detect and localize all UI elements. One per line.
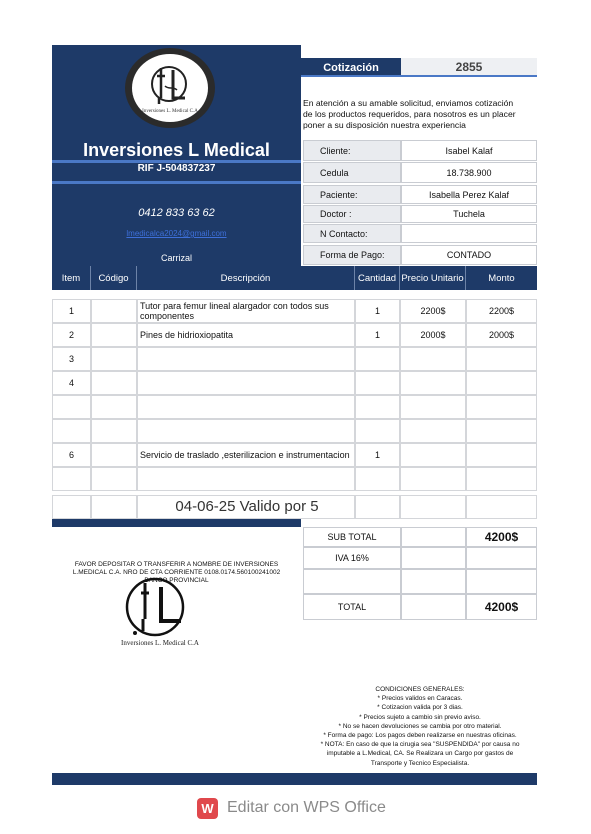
col-header-descripcion: Descripción: [137, 266, 355, 290]
table-row: [52, 347, 537, 371]
cell-monto: [466, 347, 537, 371]
cell-monto: 2000$: [466, 323, 537, 347]
col-header-item: Item: [52, 266, 91, 290]
wps-edit-button[interactable]: [197, 795, 407, 821]
cell-precio: [400, 495, 466, 519]
cell-precio: [400, 467, 466, 491]
cell-cantidad: [355, 347, 400, 371]
company-logo: [123, 46, 217, 130]
cell-descripcion: [137, 419, 355, 443]
table-row: [52, 323, 537, 347]
cell-codigo: [91, 371, 137, 395]
iva-value: [466, 547, 537, 569]
table-row: [52, 443, 537, 467]
totals-empty-row: [401, 569, 466, 594]
cell-cantidad: [355, 495, 400, 519]
contacto-value: [401, 224, 537, 243]
cell-descripcion: [137, 347, 355, 371]
totals-empty-row: [466, 569, 537, 594]
table-row: [52, 395, 537, 419]
company-email[interactable]: lmedicalca2024@gmail.com: [126, 229, 227, 238]
company-phone: 0412 833 63 62: [138, 207, 215, 219]
cell-descripcion: [137, 467, 355, 491]
cell-monto: [466, 371, 537, 395]
wps-label: Editar con WPS Office: [227, 799, 386, 816]
cell-item: 6: [52, 443, 91, 467]
wps-logo-icon: W: [197, 798, 218, 819]
condition-line: * Forma de pago: Los pagos deben realizarse en nuestras oficinas.: [323, 732, 517, 740]
cell-descripcion: Tutor para femur lineal alargador con todos sus componentes: [137, 299, 355, 323]
cliente-value: Isabel Kalaf: [401, 140, 537, 161]
condition-line: * NOTA: En caso de que la cirugia sea "SUSPENDIDA" por causa no: [320, 741, 520, 749]
cell-precio: [400, 371, 466, 395]
header-accent-line-2: [52, 181, 301, 184]
totals-empty-row: [303, 569, 401, 594]
condition-line: Transporte y Tecnico Especialista.: [370, 759, 470, 767]
cell-item: 3: [52, 347, 91, 371]
table-row: [52, 495, 537, 519]
cell-descripcion: [137, 371, 355, 395]
cell-cantidad: 1: [355, 299, 400, 323]
condition-line: CONDICIONES GENERALES:: [375, 686, 465, 693]
subtotal-spacer: [401, 527, 466, 547]
table-row: [52, 299, 537, 323]
cell-precio: [400, 347, 466, 371]
total-label: TOTAL: [303, 594, 401, 620]
table-footer-bar: [52, 519, 301, 527]
total-value: 4200$: [466, 594, 537, 620]
cell-descripcion: 04-06-25 Valido por 5: [137, 495, 355, 519]
col-header-codigo: Código: [91, 266, 137, 290]
intro-line: En atención a su amable solicitud, enviamos cotización: [303, 98, 514, 108]
logo-bottom-caption: Inversiones L. Medical C.A: [121, 639, 199, 647]
general-conditions: [303, 685, 537, 768]
cell-cantidad: [355, 467, 400, 491]
condition-line: * Precios validos en Caracas.: [377, 695, 463, 703]
company-rif: RIF J-504837237: [137, 163, 216, 174]
cell-codigo: [91, 495, 137, 519]
cell-descripcion: Servicio de traslado ,esterilizacion e instrumentacion: [137, 443, 355, 467]
payment-note-line: L.MEDICAL C.A. NRO DE CTA CORRIENTE 0108.0174.560100241002: [72, 569, 281, 576]
condition-line: * Precios sujeto a cambio sin previo aviso.: [359, 713, 481, 721]
cell-cantidad: 1: [355, 443, 400, 467]
subtotal-label: SUB TOTAL: [303, 527, 401, 547]
table-row: [52, 467, 537, 491]
payment-note-line: FAVOR DEPOSITAR O TRANSFERIR A NOMBRE DE INVERSIONES: [74, 561, 279, 568]
cell-item: 1: [52, 299, 91, 323]
company-logo-bottom: [105, 575, 215, 651]
cell-precio: [400, 419, 466, 443]
cell-monto: [466, 467, 537, 491]
cell-monto: [466, 395, 537, 419]
iva-spacer: [401, 547, 466, 569]
cell-codigo: [91, 419, 137, 443]
paciente-value: Isabella Perez Kalaf: [401, 185, 537, 204]
cell-monto: [466, 495, 537, 519]
logo-caption: Inversiones L. Medical C.A: [142, 109, 198, 114]
doctor-label: Doctor :: [303, 205, 401, 223]
cell-item: 2: [52, 323, 91, 347]
cliente-label: Cliente:: [303, 140, 401, 161]
cell-descripcion: [137, 395, 355, 419]
table-row: [52, 371, 537, 395]
cell-codigo: [91, 467, 137, 491]
iva-label: IVA 16%: [303, 547, 401, 569]
footer-bar: [52, 773, 537, 785]
condition-line: * No se hacen devoluciones se cambia por otro material.: [338, 722, 502, 730]
pago-label: Forma de Pago:: [303, 245, 401, 265]
cell-precio: [400, 395, 466, 419]
cell-monto: 2200$: [466, 299, 537, 323]
cell-cantidad: [355, 371, 400, 395]
subtotal-value: 4200$: [466, 527, 537, 547]
col-header-monto: Monto: [488, 272, 515, 284]
cell-monto: [466, 419, 537, 443]
cell-cantidad: 1: [355, 323, 400, 347]
cedula-value: 18.738.900: [401, 162, 537, 183]
company-city: Carrizal: [160, 253, 192, 263]
quote-label: Cotización: [323, 62, 379, 74]
cell-descripcion: Pines de hidrioxiopatita: [137, 323, 355, 347]
cell-precio: 2200$: [400, 299, 466, 323]
quote-intro: [303, 98, 539, 131]
pago-value: CONTADO: [401, 245, 537, 265]
cell-precio: [400, 443, 466, 467]
cell-monto: [466, 443, 537, 467]
company-name: Inversiones L Medical: [83, 140, 270, 160]
cell-codigo: [91, 299, 137, 323]
total-spacer: [401, 594, 466, 620]
cell-item: 4: [52, 371, 91, 395]
intro-line: de los productos requeridos, para nosotros es un placer: [303, 109, 516, 119]
condition-line: imputable a L.Medical, CA. Se Realizara un Cargo por gastos de: [326, 750, 514, 758]
cedula-label: Cedula: [303, 162, 401, 183]
intro-line: poner a su disposición nuestra experiencia: [303, 120, 466, 130]
cell-codigo: [91, 323, 137, 347]
paciente-label: Paciente:: [303, 185, 401, 204]
cell-item: [52, 495, 91, 519]
table-row: [52, 419, 537, 443]
condition-line: * Cotizacion valida por 3 dias.: [377, 704, 463, 712]
doctor-value: Tuchela: [401, 205, 537, 223]
col-header-cantidad: Cantidad: [355, 266, 400, 290]
cell-cantidad: [355, 419, 400, 443]
contacto-label: N Contacto:: [303, 224, 401, 243]
cell-cantidad: [355, 395, 400, 419]
cell-item: [52, 395, 91, 419]
col-header-precio: Precio Unitario: [400, 266, 466, 290]
cell-item: [52, 467, 91, 491]
cell-codigo: [91, 443, 137, 467]
cell-precio: 2000$: [400, 323, 466, 347]
cell-codigo: [91, 395, 137, 419]
cell-codigo: [91, 347, 137, 371]
quote-number: 2855: [455, 60, 483, 74]
quote-underline: [301, 75, 537, 77]
payment-note-line: BANCO PROVINCIAL: [144, 577, 209, 584]
cell-item: [52, 419, 91, 443]
